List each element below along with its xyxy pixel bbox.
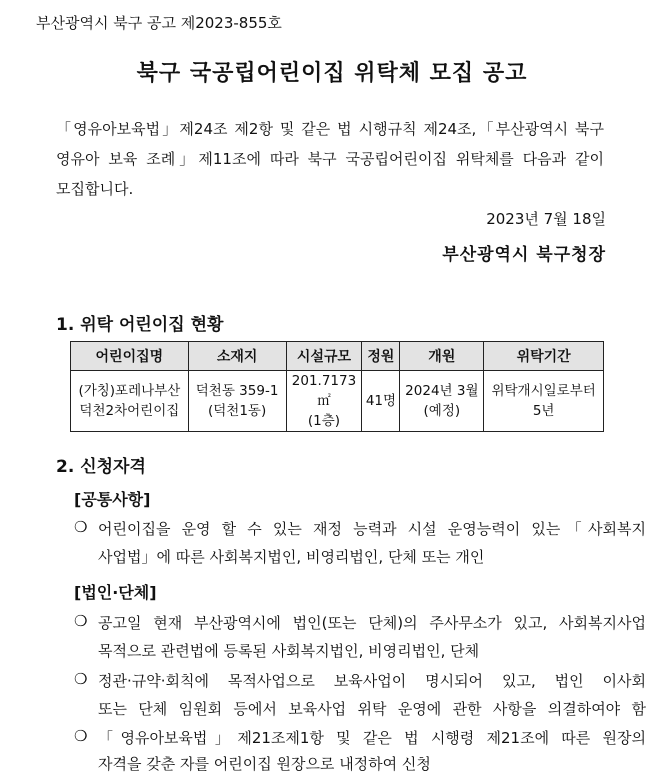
cell-size-line-1: 201.7173㎡	[291, 373, 357, 409]
col-header-size: 시설규모	[286, 342, 362, 371]
cell-period	[484, 371, 604, 432]
cell-size	[286, 371, 362, 432]
common-requirement-item	[98, 518, 646, 568]
notice-number: 부산광역시 북구 공고 제2023-855호	[36, 14, 282, 32]
corp-requirements-label: [법인·단체]	[74, 583, 157, 602]
cell-opening-line-1: 2024년 3월	[405, 383, 479, 399]
issuer-name: 부산광역시 북구청장	[442, 245, 606, 265]
corp-requirement-item-3	[98, 727, 646, 777]
common-line-2: 사업법」에 따른 사회복지법인, 비영리법인, 단체 또는 개인	[98, 548, 485, 566]
col-header-name: 어린이집명	[71, 342, 189, 371]
cell-location-line-2: (덕천1동)	[207, 403, 267, 419]
cell-opening	[400, 371, 484, 432]
col-header-period: 위탁기간	[484, 342, 604, 371]
col-header-capacity: 정원	[362, 342, 400, 371]
corp-item1-line-2: 목적으로 관련법에 등록된 사회복지법인, 비영리법인, 단체	[98, 642, 480, 660]
common-line-1: 어린이집을 운영 할 수 있는 재정 능력과 시설 운영능력이 있는「사회복지	[98, 520, 646, 538]
corp-item2-line-1: 정관·규약·회칙에 목적사업으로 보육사업이 명시되어 있고, 법인 이사회	[98, 672, 646, 690]
intro-line-2: 영유아 보육 조례」제11조에 따라 북구 국공립어린이집 위탁체를 다음과 같이	[56, 150, 604, 168]
col-header-opening: 개원	[400, 342, 484, 371]
section-2-heading: 2. 신청자격	[56, 457, 146, 477]
corp-item3-line-1: 「영유아보육법」제21조제1항 및 같은 법 시행령 제21조에 따른 원장의	[98, 729, 646, 747]
document-title: 북구 국공립어린이집 위탁체 모집 공고	[136, 61, 528, 86]
intro-line-3: 모집합니다.	[56, 180, 134, 198]
facility-table	[70, 341, 604, 432]
cell-opening-line-2: (예정)	[423, 403, 461, 419]
cell-name-line-2: 덕천2차어린이집	[79, 403, 180, 419]
bullet-icon: ❍	[74, 670, 88, 688]
corp-item1-line-1: 공고일 현재 부산광역시에 법인(또는 단체)의 주사무소가 있고, 사회복지사업	[98, 614, 646, 632]
cell-period-line-2: 5년	[532, 403, 555, 419]
bullet-icon: ❍	[74, 612, 88, 630]
intro-line-1: 「영유아보육법」제24조 제2항 및 같은 법 시행규칙 제24조,「부산광역시 북구	[56, 120, 604, 138]
corp-requirement-item-2	[98, 670, 646, 720]
bullet-icon: ❍	[74, 727, 88, 745]
cell-location	[188, 371, 286, 432]
bullet-icon: ❍	[74, 518, 88, 536]
col-header-location: 소재지	[188, 342, 286, 371]
intro-paragraph	[56, 118, 604, 198]
section-1-heading: 1. 위탁 어린이집 현황	[56, 315, 224, 335]
corp-item3-line-2: 자격을 갖춘 자를 어린이집 원장으로 내정하여 신청	[98, 755, 431, 773]
corp-requirement-item-1	[98, 612, 646, 662]
cell-period-line-1: 위탁개시일로부터	[491, 383, 596, 399]
announcement-date: 2023년 7월 18일	[486, 210, 606, 228]
cell-size-line-2: (1층)	[307, 413, 341, 429]
cell-name-line-1: (가칭)포레나부산	[78, 383, 181, 399]
table-header-row	[71, 342, 604, 371]
table-row	[71, 371, 604, 432]
cell-capacity: 41명	[362, 371, 400, 432]
cell-location-line-1: 덕천동 359-1	[195, 383, 279, 399]
corp-item2-line-2: 또는 단체 임원회 등에서 보육사업 위탁 운영에 관한 사항을 의결하여야 함	[98, 700, 646, 718]
cell-name	[71, 371, 189, 432]
common-requirements-label: [공통사항]	[74, 490, 151, 509]
